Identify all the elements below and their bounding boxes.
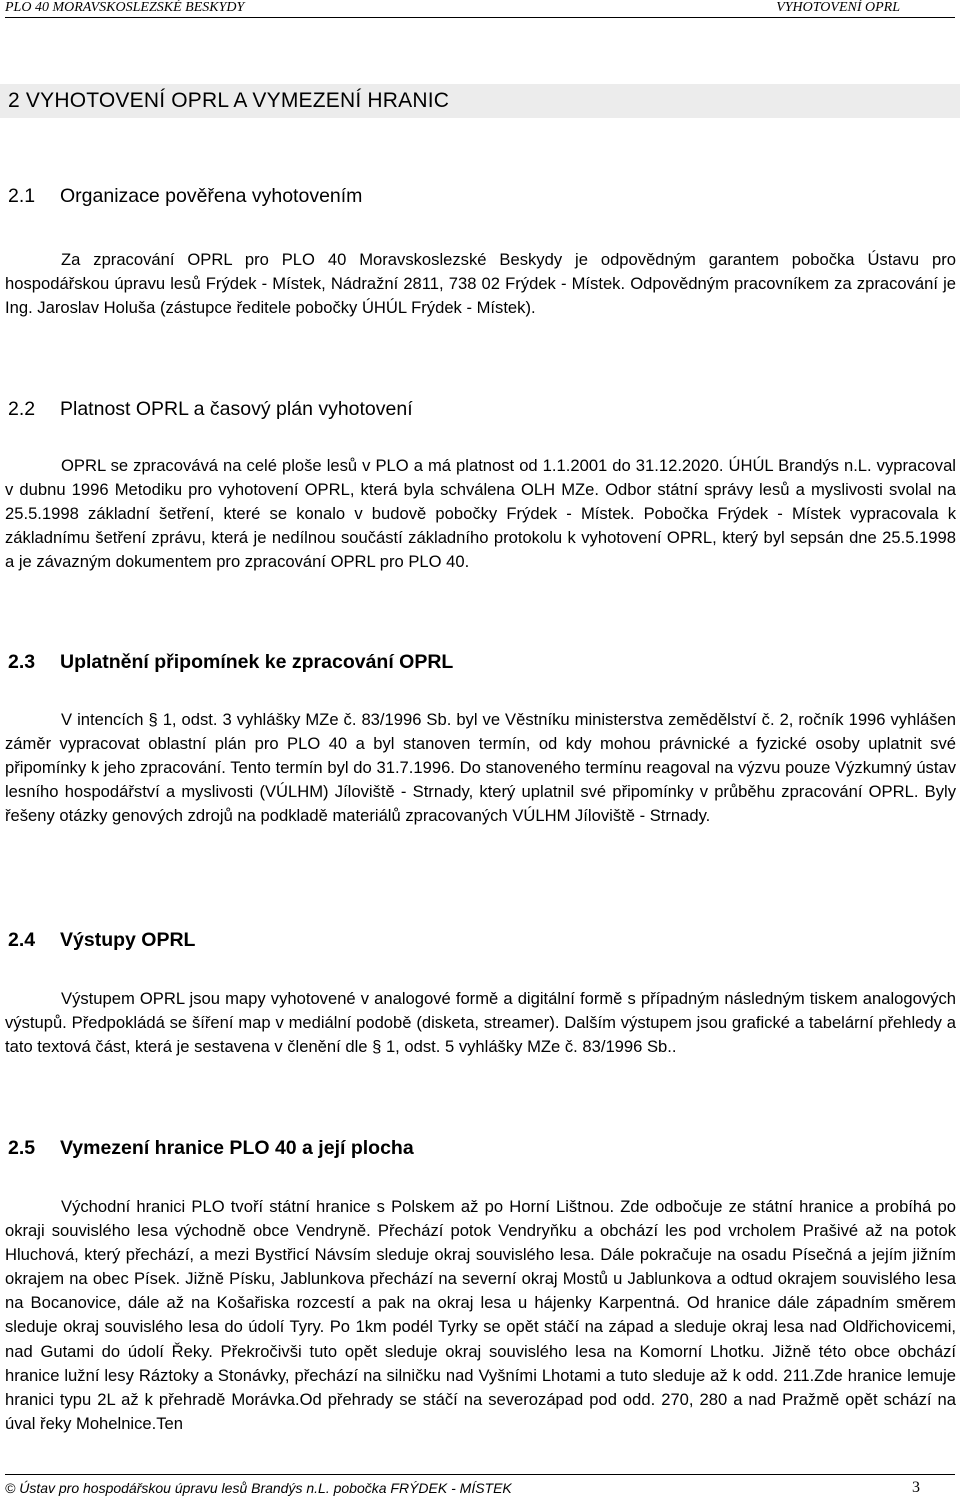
section-title: Uplatnění připomínek ke zpracování OPRL <box>60 651 454 673</box>
section-heading-2-2 <box>8 398 413 421</box>
section-title: Platnost OPRL a časový plán vyhotovení <box>60 398 413 420</box>
section-heading-2-4 <box>8 929 195 952</box>
section-text-2-3 <box>5 708 956 828</box>
section-heading-2-5 <box>8 1137 414 1160</box>
section-title: Vymezení hranice PLO 40 a její plocha <box>60 1137 414 1159</box>
chapter-title: 2 VYHOTOVENÍ OPRL A VYMEZENÍ HRANIC <box>0 84 960 118</box>
section-title: Organizace pověřena vyhotovením <box>60 185 363 207</box>
paragraph-text: OPRL se zpracovává na celé ploše lesů v PLO a má platnost od 1.1.2001 do 31.12.2020. ÚHÚL Brandýs n.L. vypracoval v dubnu 1996 Metodiku pro vyhotovení OPRL, která byla schválena OLH MZe. Odbor státní správy lesů a myslivosti svolal na 25.5.1998 základní šetření, které se konalo v budově pobočky Frýdek - Místek. Pobočka Frýdek - Místek vypracovala k základnímu šetření zprávu, která je nedílnou součástí základního protokolu k vyhotovení OPRL, který byl sepsán dne 25.5.1998 a je závazným dokumentem pro zpracování OPRL pro PLO 40. <box>5 456 956 572</box>
section-text-2-2 <box>5 454 956 574</box>
paragraph-text: Výstupem OPRL jsou mapy vyhotovené v analogové formě a digitální formě s případným následným tiskem analogových výstupů. Předpokládá se šíření map v mediální podobě (disketa, streamer). Dalším výstupem jsou grafické a tabelární přehledy a tato textová část, která je sestavena v členění dle § 1, odst. 5 vyhlášky MZe č. 83/1996 Sb.. <box>5 989 956 1057</box>
section-heading-2-1 <box>8 185 362 208</box>
page-footer <box>5 1474 955 1500</box>
paragraph-text: Za zpracování OPRL pro PLO 40 Moravskoslezské Beskydy je odpovědným garantem pobočka Ústavu pro hospodářskou úpravu lesů Frýdek - Místek, Nádražní 2811, 738 02 Frýdek - Místek. Odpovědným pracovníkem za zpracování je Ing. Jaroslav Holuša (zástupce ředitele pobočky ÚHÚL Frýdek - Místek). <box>5 250 956 318</box>
section-text-2-5 <box>5 1195 956 1436</box>
section-text-2-1 <box>5 248 956 320</box>
header-right: VYHOTOVENÍ OPRL <box>776 0 900 15</box>
section-number: 2.3 <box>8 651 36 673</box>
section-heading-2-3 <box>8 651 453 674</box>
section-number: 2.1 <box>8 185 36 207</box>
section-number: 2.5 <box>8 1137 36 1159</box>
page-number: 3 <box>912 1479 920 1496</box>
section-number: 2.2 <box>8 398 36 420</box>
paragraph-text: V intencích § 1, odst. 3 vyhlášky MZe č. 83/1996 Sb. byl ve Věstníku ministerstva zemědělství č. 2, ročník 1996 vyhlášen záměr vypracovat oblastní plán pro PLO 40 a byl stanoven termín, od kdy mohou právnické a fyzické osoby uplatnit své připomínky k jeho zpracování. Tento termín byl do 31.7.1996. Do stanoveného termínu reagoval na výzvu pouze Výzkumný ústav lesního hospodářství a myslivosti (VÚLHM) Jíloviště - Strnady, který uplatnil své připomínky v průběhu zpracování OPRL. Byly řešeny otázky genových zdrojů na podkladě materiálů zpracovaných VÚLHM Jíloviště - Strnady. <box>5 710 956 826</box>
footer-text: © Ústav pro hospodářskou úpravu lesů Brandýs n.L. pobočka FRÝDEK - MÍSTEK <box>5 1480 512 1496</box>
section-title: Výstupy OPRL <box>60 929 196 951</box>
section-text-2-4 <box>5 987 956 1059</box>
section-number: 2.4 <box>8 929 36 951</box>
page-header <box>5 0 955 18</box>
header-left: PLO 40 MORAVSKOSLEZSKÉ BESKYDY <box>5 0 245 15</box>
paragraph-text: Východní hranici PLO tvoří státní hranice s Polskem až po Horní Lištnou. Zde odbočuje ze státní hranice a probíhá po okraji souvislého lesa východně obce Vendryně. Přechází potok Vendryňku a obchází les pod vrcholem Prašivé až na potok Hluchová, který přechází, a mezi Bystřicí Návsím sleduje okraj souvislého lesa. Dále pokračuje na osadu Písečná a jejím jižním okrajem na obec Písek. Jižně Písku, Jablunkova přechází na severní okraj Mostů u Jablunkova a odtud okrajem souvislého lesa na Bocanovice, dále až na Košařiska rozcestí a pak na okraj lesa u hájenky Karpentná. Od hranice dále západním směrem sleduje okraj souvislého lesa do údolí Tyry. Po 1km podél Tyrky se opět stáčí na západ a sleduje okraj lesa nad Oldřichovicemi, nad Gutami do údolí Řeky. Překročivši tuto opět sleduje okraj souvislého lesa na Komorní Lhotku. Jižně této obce obchází hranice lužní lesy Ráztoky a Stonávky, přechází na silničku nad Vyšními Lhotami a tuto sleduje až k odd. 211.Zde hranice lemuje hranici typu 2L až k přehradě Morávka.Od přehrady se stáčí na severozápad pod odd. 270, 280 a nad Pražmě opět schází na úval řeky Mohelnice.Ten <box>5 1197 956 1433</box>
